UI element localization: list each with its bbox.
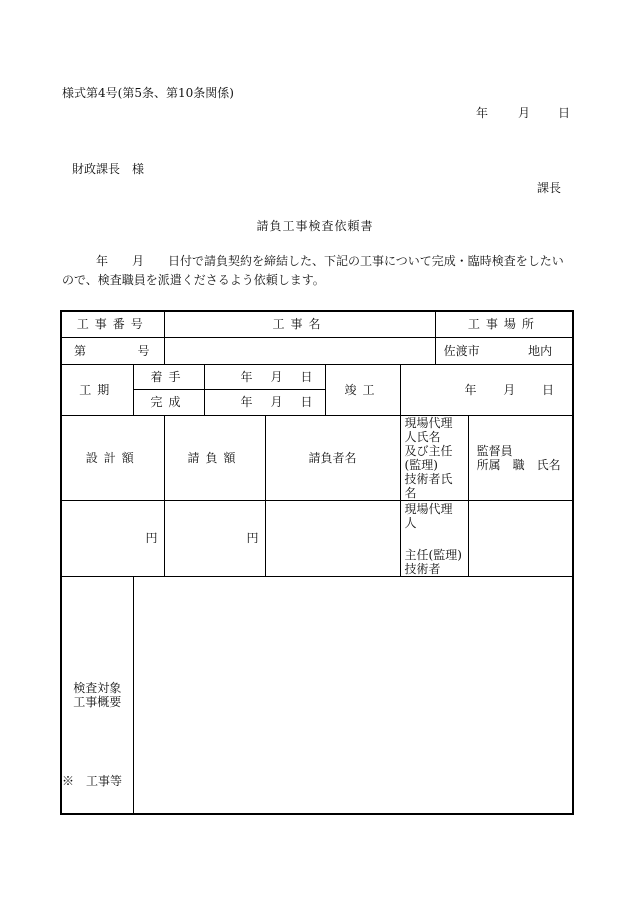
completion-day: 日	[542, 382, 555, 397]
agent-label: 現場代理人	[404, 501, 453, 530]
number-prefix: 第	[74, 343, 87, 358]
work-place-cell[interactable]	[435, 337, 573, 364]
finish-label: 完成	[133, 389, 204, 415]
number-suffix: 号	[137, 343, 150, 358]
start-year: 年	[240, 369, 253, 384]
header-work-place: 工事場所	[435, 311, 573, 337]
period-label: 工期	[61, 364, 133, 415]
design-amount-cell[interactable]	[61, 500, 164, 576]
header-contractor: 請負者名	[265, 415, 400, 500]
agent-cell[interactable]	[400, 500, 468, 576]
contractor-cell[interactable]	[265, 500, 400, 576]
agent-line-2: 及び主任(監理)	[404, 443, 453, 472]
header-work-name: 工事名	[164, 311, 435, 337]
yen-1: 円	[145, 531, 158, 545]
header-supervisor	[468, 415, 573, 500]
header-design-amount: 設計額	[61, 415, 164, 500]
summary-line-1: 検査対象	[73, 680, 122, 695]
form-number: 様式第4号(第5条、第10条関係)	[62, 86, 234, 100]
body-line-2: ので、検査職員を派遣くださるよう依頼します。	[62, 273, 325, 287]
completion-year: 年	[464, 382, 477, 397]
header-work-number: 工事番号	[61, 311, 164, 337]
completion-label: 竣工	[325, 364, 400, 415]
footer-note: ※ 工事等	[62, 774, 123, 788]
supervisor-line-2: 所属 職 氏名	[476, 457, 561, 472]
date-year: 年	[476, 106, 489, 120]
finish-month: 月	[270, 395, 283, 409]
inspection-request-table	[60, 310, 574, 815]
start-day: 日	[300, 369, 313, 384]
addressee: 財政課長 様	[72, 162, 145, 176]
finish-year: 年	[240, 395, 253, 409]
start-month: 月	[270, 369, 283, 384]
agent-line-1: 現場代理人氏名	[404, 415, 453, 444]
date-month: 月	[518, 106, 531, 120]
body-line-1: 年 月 日付で請負契約を締結した、下記の工事について完成・臨時検査をしたい	[96, 254, 564, 268]
supervisor-line-1: 監督員	[476, 443, 513, 458]
supervisor-cell[interactable]	[468, 500, 573, 576]
header-site-agent	[400, 415, 468, 500]
place-suffix: 地内	[528, 343, 553, 358]
place-city: 佐渡市	[443, 343, 480, 358]
completion-date-cell[interactable]	[400, 364, 573, 415]
work-number-cell[interactable]	[61, 337, 164, 364]
contract-amount-cell[interactable]	[164, 500, 265, 576]
date-day: 日	[558, 106, 571, 120]
body-text	[62, 252, 572, 290]
document-title: 請負工事検査依頼書	[256, 219, 374, 233]
engineer-label: 主任(監理)技術者	[404, 547, 462, 576]
finish-day: 日	[300, 395, 313, 409]
date-line	[476, 104, 570, 121]
sender: 課長	[537, 181, 562, 195]
yen-2: 円	[246, 531, 259, 545]
finish-date-cell[interactable]	[204, 389, 325, 415]
summary-cell[interactable]	[133, 576, 573, 814]
work-name-cell[interactable]	[164, 337, 435, 364]
summary-line-2: 工事概要	[73, 694, 122, 709]
header-contract-amount: 請負額	[164, 415, 265, 500]
agent-line-3: 技術者氏名	[404, 471, 453, 500]
completion-month: 月	[503, 382, 516, 397]
start-label: 着手	[133, 364, 204, 389]
start-date-cell[interactable]	[204, 364, 325, 389]
